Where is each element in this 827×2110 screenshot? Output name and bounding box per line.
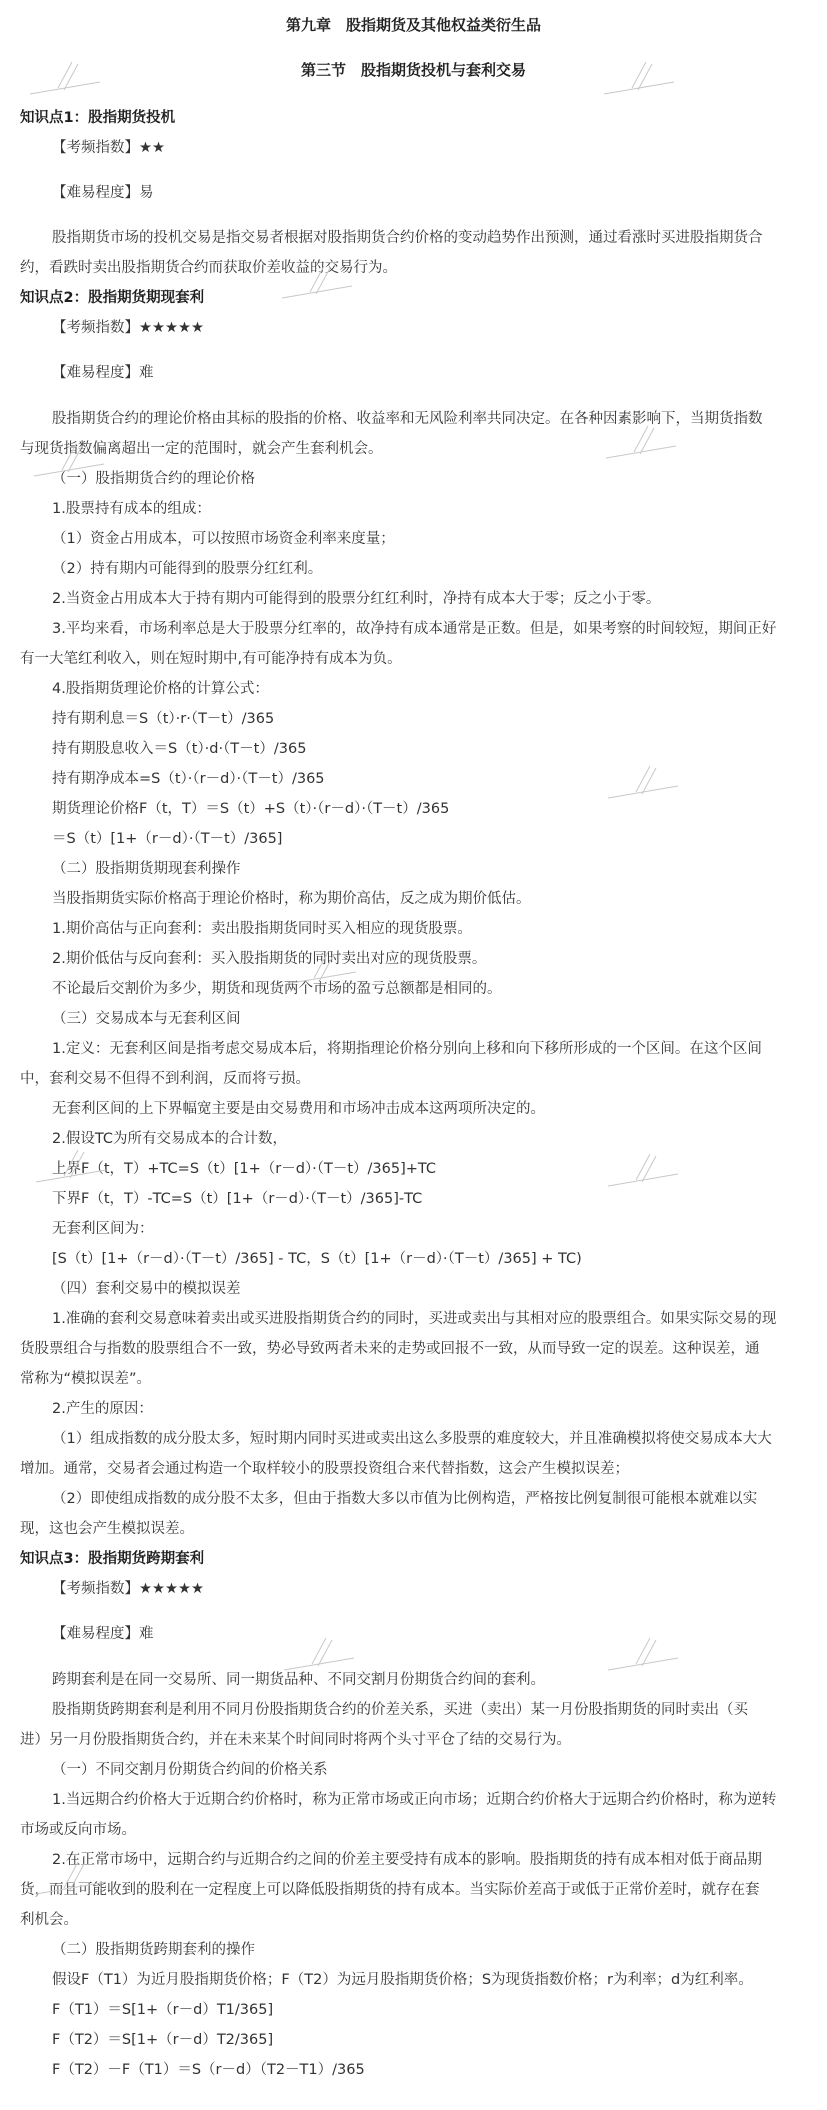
body-text-line: F（T2）－F（T1）＝S（r－d）（T2－T1）/365 (52, 2062, 365, 2078)
body-text-line: 【难易程度】难 (52, 365, 154, 381)
body-text-line: （2）持有期内可能得到的股票分红红利。 (52, 561, 323, 577)
body-text-line: 1.准确的套利交易意味着卖出或买进股指期货合约的同时，买进或卖出与其相对应的股票组合。如果实际交易的现 (52, 1311, 777, 1327)
body-text-line: 增加。通常，交易者会通过构造一个取样较小的股票投资组合来代替指数，这会产生模拟误差； (20, 1461, 629, 1477)
body-text-line: 股指期货市场的投机交易是指交易者根据对股指期货合约价格的变动趋势作出预测，通过看涨时买进股指期货合 (52, 230, 763, 246)
body-text-line: 2.产生的原因： (52, 1401, 153, 1417)
knowledge-point-heading: 知识点2：股指期货期现套利 (20, 290, 205, 306)
body-text-line: （一）不同交割月份期货合约间的价格关系 (52, 1762, 328, 1778)
body-text-line: 【考频指数】★★★★★ (52, 1581, 204, 1597)
body-text-line: 股指期货合约的理论价格由其标的股指的价格、收益率和无风险利率共同决定。在各种因素影响下，当期货指数 (52, 411, 763, 427)
body-text-line: 市场或反向市场。 (20, 1822, 136, 1838)
body-text-line: 与现货指数偏离超出一定的范围时，就会产生套利机会。 (20, 441, 383, 457)
body-text-line: 货股票组合与指数的股票组合不一致，势必导致两者未来的走势或回报不一致，从而导致一定的误差。这种误差，通 (20, 1341, 760, 1357)
body-text-line: F（T1）＝S[1+（r－d）T1/365] (52, 2002, 274, 2018)
body-text-line: 【考频指数】★★★★★ (52, 320, 204, 336)
body-text-line: （1）组成指数的成分股太多，短时期内同时买进或卖出这么多股票的难度较大，并且准确模拟将使交易成本大大 (52, 1431, 772, 1447)
body-text-line: 持有期股息收入＝S（t）·d·（T－t）/365 (52, 741, 307, 757)
knowledge-point-heading: 知识点1：股指期货投机 (20, 110, 176, 126)
body-text-line: （2）即使组成指数的成分股不太多，但由于指数大多以市值为比例构造，严格按比例复制很可能根本就难以实 (52, 1491, 758, 1507)
body-text-line: 无套利区间为： (52, 1221, 154, 1237)
body-text-line: 1.股票持有成本的组成： (52, 501, 211, 517)
body-text-line: 中，套利交易不但得不到利润，反而将亏损。 (20, 1071, 310, 1087)
body-text-line: 股指期货跨期套利是利用不同月份股指期货合约的价差关系，买进（卖出）某一月份股指期货的同时卖出（买 (52, 1702, 748, 1718)
body-text-line: 持有期净成本=S（t）·（r－d）·（T－t）/365 (52, 771, 325, 787)
body-text-line: （二）股指期货跨期套利的操作 (52, 1942, 255, 1958)
body-text-line: 现，这也会产生模拟误差。 (20, 1521, 194, 1537)
body-text-line: [S（t）[1+（r－d）·（T－t）/365] - TC，S（t）[1+（r－d）·（T－t）/365] + TC) (52, 1251, 582, 1267)
body-text-line: 货，而且可能收到的股利在一定程度上可以降低股指期货的持有成本。当实际价差高于或低于正常价差时，就存在套 (20, 1882, 760, 1898)
knowledge-point-heading: 知识点3：股指期货跨期套利 (20, 1551, 205, 1567)
body-text-line: 1.定义：无套利区间是指考虑交易成本后，将期指理论价格分别向上移和向下移所形成的一个区间。在这个区间 (52, 1041, 762, 1057)
body-text-line: 常称为“模拟误差”。 (20, 1371, 152, 1387)
body-text-line: 【难易程度】易 (52, 185, 154, 201)
body-text-line: （1）资金占用成本，可以按照市场资金利率来度量； (52, 531, 395, 547)
body-text-line: 持有期利息＝S（t）·r·（T－t）/365 (52, 711, 275, 727)
body-text-line: 1.当远期合约价格大于近期合约价格时，称为正常市场或正向市场；近期合约价格大于远期合约价格时，称为逆转 (52, 1792, 777, 1808)
body-text-line: 利机会。 (20, 1912, 78, 1928)
chapter-title: 第九章 股指期货及其他权益类衍生品 (285, 16, 541, 34)
body-text-line: 【难易程度】难 (52, 1626, 154, 1642)
body-text-line: 下界F（t，T）-TC=S（t）[1+（r－d）·（T－t）/365]-TC (52, 1191, 423, 1207)
body-text-line: 跨期套利是在同一交易所、同一期货品种、不同交割月份期货合约间的套利。 (52, 1672, 545, 1688)
body-text-line: 有一大笔红利收入，则在短时期中,有可能净持有成本为负。 (20, 651, 402, 667)
body-text-line: 上界F（t，T）+TC=S（t）[1+（r－d）·（T－t）/365]+TC (52, 1161, 437, 1177)
body-text-line: 2.期价低估与反向套利：买入股指期货的同时卖出对应的现货股票。 (52, 951, 487, 967)
body-text-line: 3.平均来看，市场利率总是大于股票分红率的，故净持有成本通常是正数。但是，如果考察的时间较短，期间正好 (52, 621, 777, 637)
body-text-line: 约，看跌时卖出股指期货合约而获取价差收益的交易行为。 (20, 260, 397, 276)
body-text-line: （三）交易成本与无套利区间 (52, 1011, 241, 1027)
body-text-line: 2.当资金占用成本大于持有期内可能得到的股票分红红利时，净持有成本大于零；反之小于零。 (52, 591, 661, 607)
body-text-line: 进）另一月份股指期货合约，并在未来某个时间同时将两个头寸平仓了结的交易行为。 (20, 1732, 571, 1748)
body-text-line: 不论最后交割价为多少，期货和现货两个市场的盈亏总额都是相同的。 (52, 981, 502, 997)
body-text-line: 当股指期货实际价格高于理论价格时，称为期价高估，反之成为期价低估。 (52, 891, 531, 907)
body-text-line: 期货理论价格F（t，T）＝S（t）+S（t）·（r－d）·（T－t）/365 (52, 801, 450, 817)
body-text-line: 假设F（T1）为近月股指期货价格；F（T2）为远月股指期货价格；S为现货指数价格；r为利率；d为红利率。 (52, 1972, 753, 1988)
body-text-line: 4.股指期货理论价格的计算公式： (52, 681, 269, 697)
section-title: 第三节 股指期货投机与套利交易 (300, 61, 526, 79)
body-text-line: 2.在正常市场中，远期合约与近期合约之间的价差主要受持有成本的影响。股指期货的持有成本相对低于商品期 (52, 1852, 762, 1868)
body-text-line: 【考频指数】★★ (52, 140, 165, 156)
body-text-line: （一）股指期货合约的理论价格 (52, 471, 255, 487)
body-text-line: 2.假设TC为所有交易成本的合计数， (52, 1131, 287, 1147)
body-text-line: ＝S（t）[1+（r－d）·（T－t）/365] (52, 831, 283, 847)
body-text-line: 1.期价高估与正向套利：卖出股指期货同时买入相应的现货股票。 (52, 921, 472, 937)
body-text-line: （二）股指期货期现套利操作 (52, 861, 241, 877)
body-text-line: F（T2）＝S[1+（r－d）T2/365] (52, 2032, 274, 2048)
body-text-line: （四）套利交易中的模拟误差 (52, 1281, 241, 1297)
body-text-line: 无套利区间的上下界幅宽主要是由交易费用和市场冲击成本这两项所决定的。 (52, 1101, 545, 1117)
